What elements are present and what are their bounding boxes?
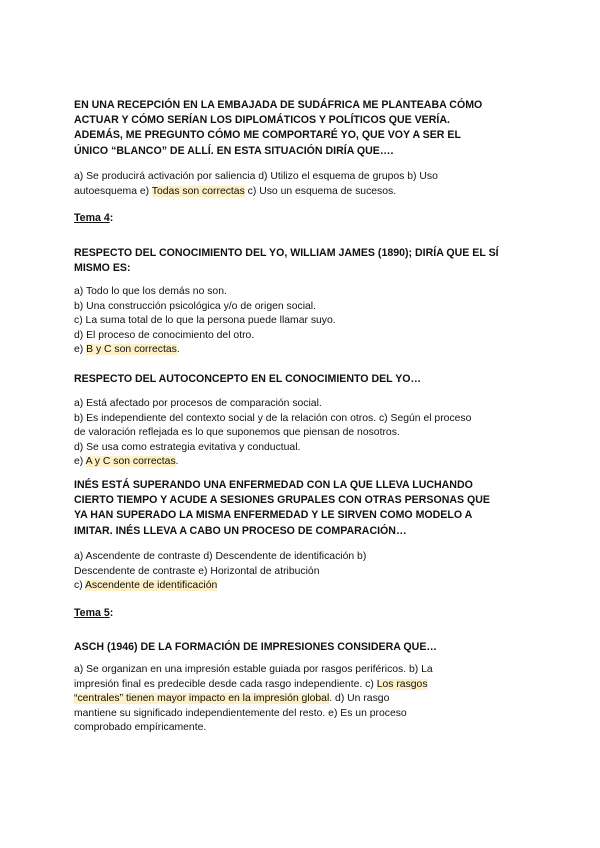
answer-text: impresión final es predecible desde cada rasgo independiente. c) [74,678,377,690]
question-line: EN UNA RECEPCIÓN EN LA EMBAJADA DE SUDÁFRICA ME PLANTEABA CÓMO [74,99,483,111]
highlighted-correct-answer: Ascendente de identificación [84,580,218,592]
option: de valoración reflejada es lo que suponemos que piensan de nosotros. [74,427,400,439]
answer-line [74,678,433,693]
answer-text: . [175,456,179,468]
question-4-options [74,550,366,594]
answer-text: c) Uso un esquema de sucesos. [244,185,397,197]
highlighted-correct-answer: A y C son correctas [85,456,176,468]
question-line: ACTUAR Y CÓMO SERÍAN LOS DIPLOMÁTICOS Y POLÍTICOS QUE VERÍA. [74,114,450,127]
question-line: RESPECTO DEL CONOCIMIENTO DEL YO, WILLIAM JAMES (1890); DIRÍA QUE EL SÍ [74,247,499,259]
answer-text: . [176,344,180,356]
section-label: Tema 5 [74,607,110,619]
question-1-answers [74,170,438,199]
answer-text: autoesquema e) [74,185,152,197]
section-suffix: : [109,212,114,224]
question-5-title [74,640,437,655]
highlighted-correct-answer: Todas son correctas [151,185,245,197]
option: b) Es independiente del contexto social y de la relación con otros. c) Según el proceso [74,412,472,424]
section-label: Tema 4 [74,212,110,224]
question-2-options [74,285,336,358]
answer-text: . d) Un rasgo [329,693,390,705]
section-suffix: : [109,607,114,619]
question-line: CIERTO TIEMPO Y ACUDE A SESIONES GRUPALES CON OTRAS PERSONAS QUE [74,494,490,507]
question-line: ADEMÁS, ME PREGUNTO CÓMO ME COMPORTARÉ YO, QUE VOY A SER EL [74,129,461,142]
answer-text: e) [74,344,87,356]
highlighted-correct-answer: “centrales” tienen mayor impacto en la impresión global [74,693,330,705]
highlighted-correct-answer: Los rasgos [376,678,428,690]
option: d) Se usa como estrategia evitativa y conductual. [74,441,301,453]
section-heading-tema-5 [74,607,113,619]
question-5-answers [74,663,433,736]
option: a) Está afectado por procesos de comparación social. [74,398,322,409]
option: a) Todo lo que los demás no son. [74,286,227,297]
option: c) La suma total de lo que la persona puede llamar suyo. [74,315,336,327]
section-heading-tema-4 [74,212,113,224]
question-line: YA HAN SUPERADO LA MISMA ENFERMEDAD Y LE SIRVEN COMO MODELO A [74,509,473,522]
highlighted-correct-answer: B y C son correctas [86,344,177,356]
option: d) El proceso de conocimiento del otro. [74,329,255,341]
option: Descendente de contraste e) Horizontal de atribución [74,565,320,577]
question-4-title [74,478,490,539]
option [74,343,336,358]
question-line: ÚNICO “BLANCO” DE ALLÍ. EN ESTA SITUACIÓN DIRÍA QUE…. [74,144,394,157]
question-3-title [74,372,421,387]
question-line: MISMO ES: [74,262,131,275]
option [74,579,366,594]
question-line: IMITAR. INÉS LLEVA A CABO UN PROCESO DE COMPARACIÓN… [74,524,407,537]
question-line: INÉS ESTÁ SUPERANDO UNA ENFERMEDAD CON LA QUE LLEVA LUCHANDO [74,479,473,491]
option: a) Ascendente de contraste d) Descendente de identificación b) [74,551,367,562]
answer-line: comprobado empíricamente. [74,722,207,734]
answer-text: e) [74,456,86,468]
answer-line: a) Se organizan en una impresión estable guiada por rasgos periféricos. b) La [74,664,433,675]
answer-line: mantiene su significado independientemente del resto. e) Es un proceso [74,707,407,719]
question-2-title [74,246,499,276]
answer-line [74,692,433,707]
question-line: ASCH (1946) DE LA FORMACIÓN DE IMPRESIONES CONSIDERA QUE… [74,641,437,653]
question-line: RESPECTO DEL AUTOCONCEPTO EN EL CONOCIMIENTO DEL YO… [74,373,422,385]
option [74,455,471,470]
option: b) Una construcción psicológica y/o de origen social. [74,300,316,312]
question-1-title [74,98,482,159]
question-3-options [74,397,471,470]
answer-line: a) Se producirá activación por saliencia d) Utilizo el esquema de grupos b) Uso [74,171,438,182]
answer-line [74,185,438,200]
answer-text: c) [74,580,85,592]
